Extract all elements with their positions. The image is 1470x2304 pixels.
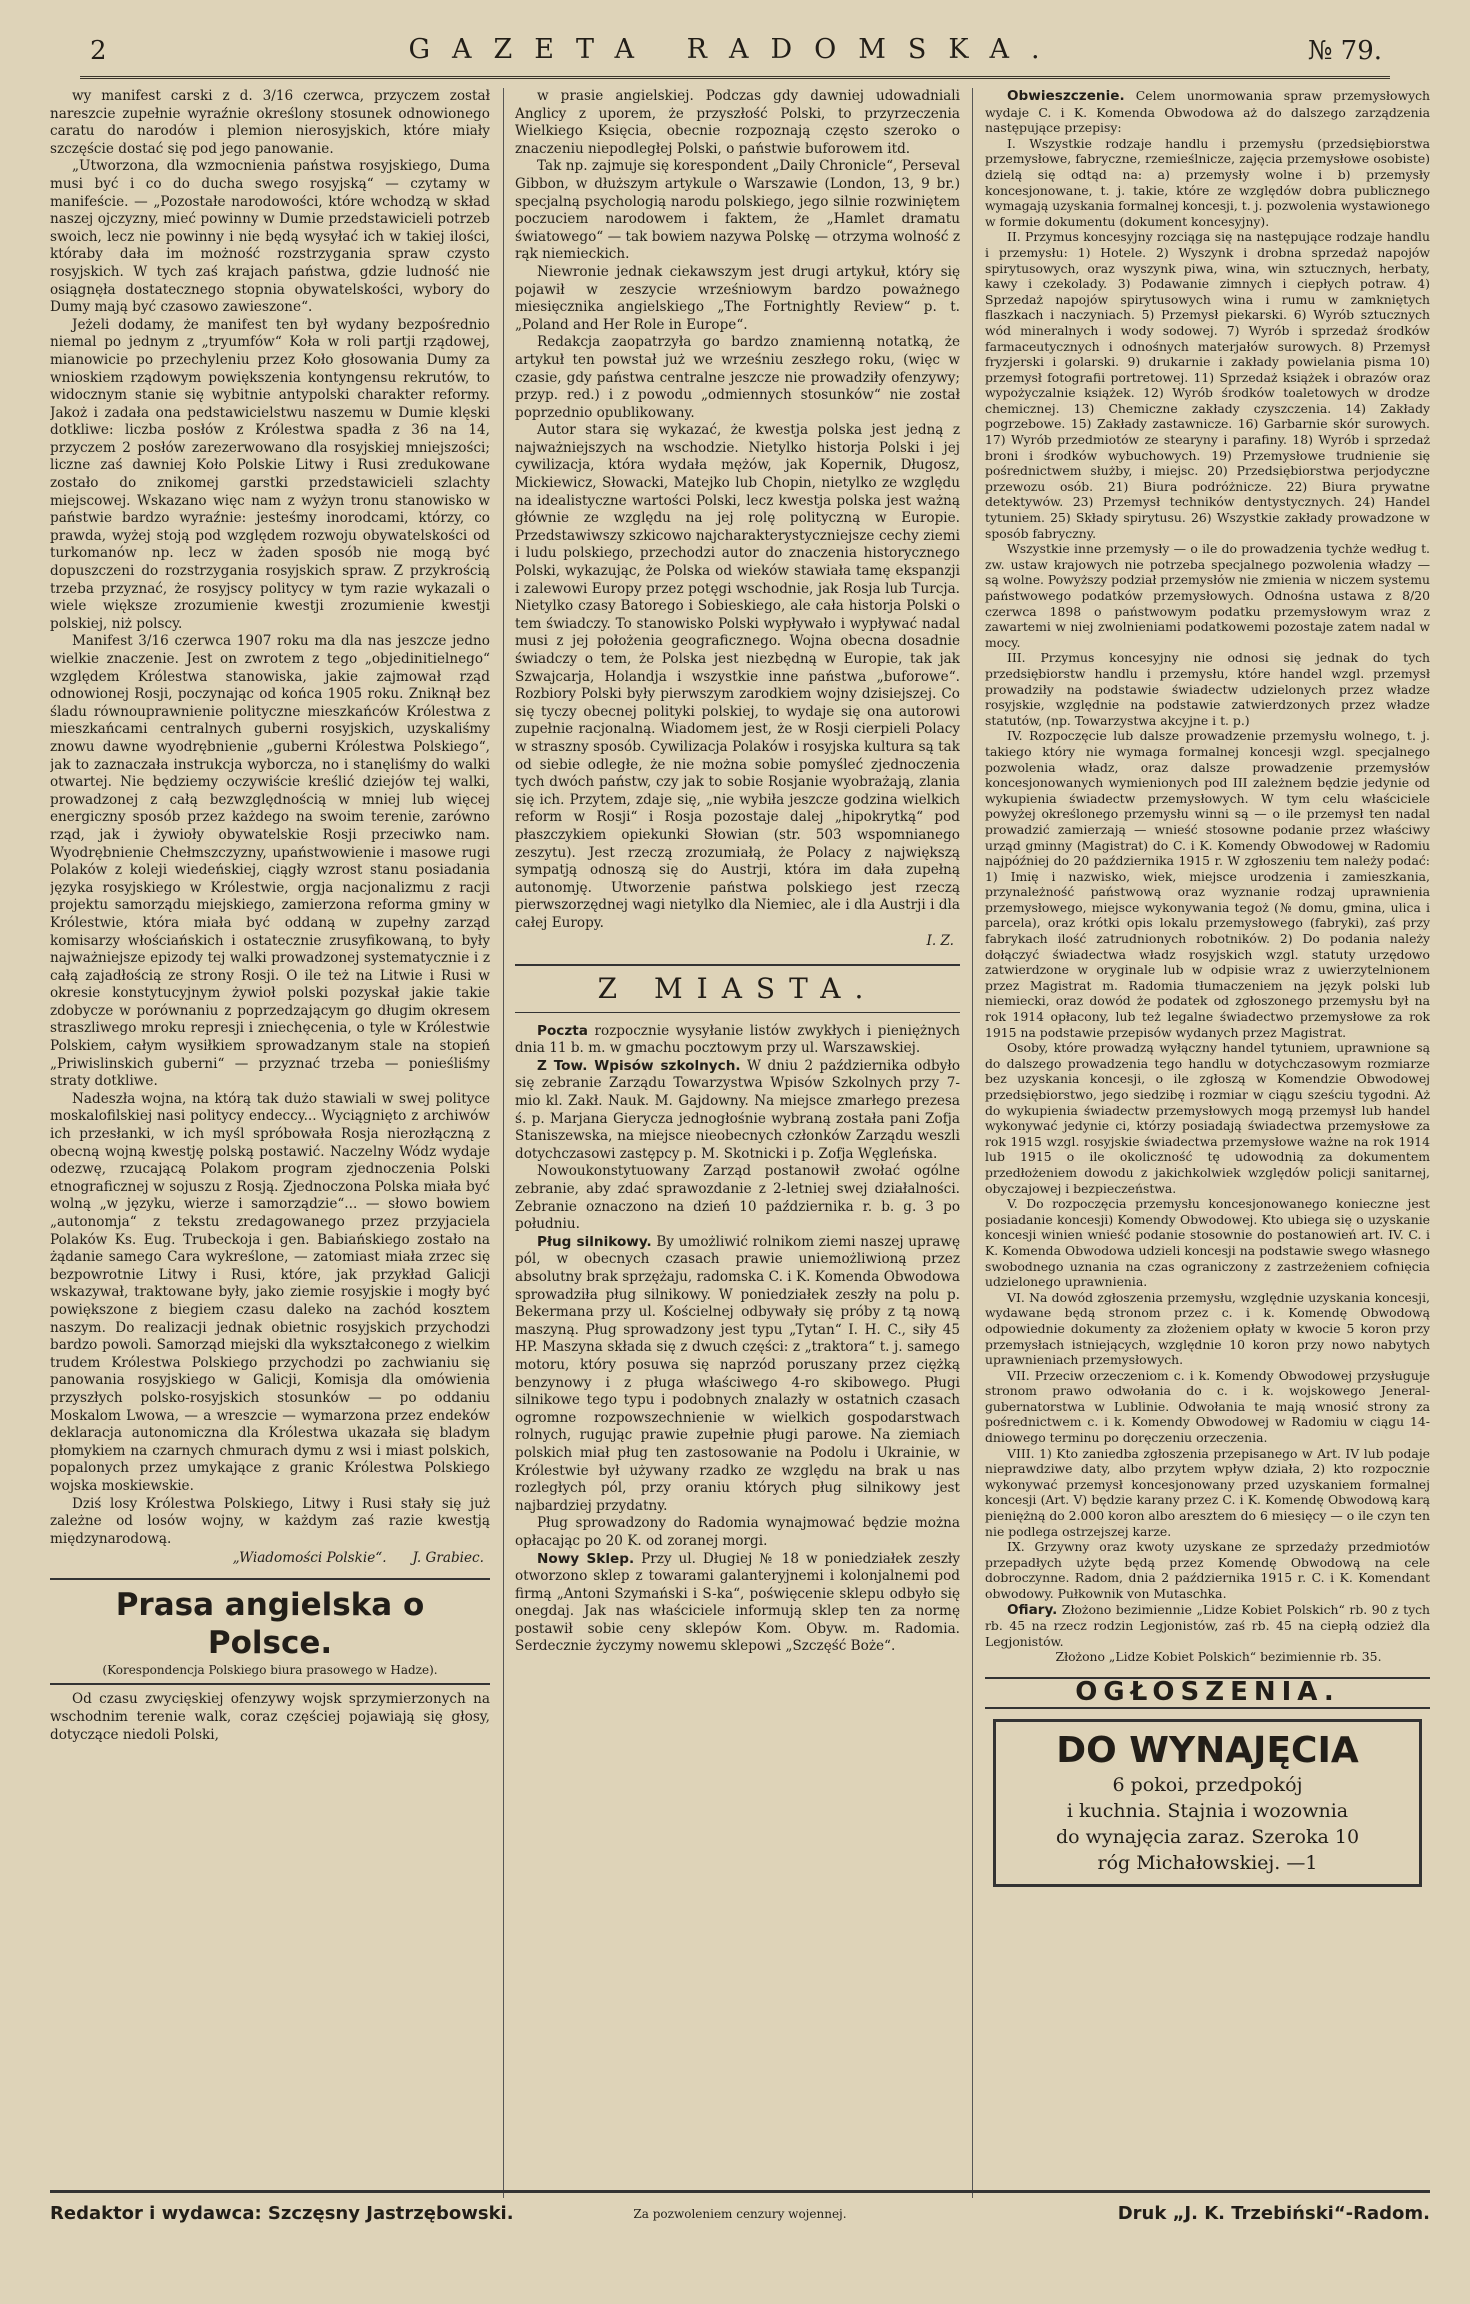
ad-line: do wynajęcia zaraz. Szeroka 10 xyxy=(1055,1825,1360,1848)
notice-item: IX. Grzywny oraz kwoty uzyskane ze sprzedaży przedmiotów przepadłych użyte będą przez Komendę Obwodową na cele dobroczynne. Radom, dnia 2 października 1915 r. C. i K. Komendant obwodowy. Pułkownik von Mutaschka. xyxy=(985,1539,1430,1601)
notice-item: II. Przymus koncesyjny rozciąga się na następujące rodzaje handlu i przemysłu: 1) Hotele. 2) Wyszynk i drobna sprzedaż napojów spirytusowych, oraz wyszynk piwa, wina, win sztucznych, herbaty, kawy i czekolady. 3) Podawanie zimnych i ciepłych potraw. 4) Sprzedaż napojów spirytusowych wina i rumu w zamkniętych flaszkach i naczyniach. 5) Przemysł piekarski. 6) Wyrób sztucznych wód mineralnych i wody sodowej. 7) Wyrób i sprzedaż środków farmaceutycznych i odnośnych materjałów surowych. 8) Przemysł fryzjerski i golarski. 9) drukarnie i zakłady powielania pisma 10) przemysł fotografii portretowej. 11) Sprzedaż książek i obrazów oraz wypożyczalnie książek. 12) Wyrób środków toaletowych w drodze chemicznej. 13) Chemiczne zakłady czyszczenia. 14) Zakłady pogrzebowe. 15) Zakłady zastawnicze. 16) Garbarnie skór surowych. 17) Wyrób przedmiotów ze stearyny i parafiny. 18) Wyrób i sprzedaż broni i środków wybuchowych. 19) Przemysłowe trudnienie się pośrednictwem służby, i miejsc. 20) Przedsiębiorstwa perjodyczne przewozu osób. 21) Biura podróżnicze. 22) Biura prywatne detektywów. 23) Przemysł techników dentystycznych. 24) Handel tytuniem. 25) Składy spirytusu. 26) Wszystkie zakłady prowadzone w sposób fabryczny. xyxy=(985,229,1430,541)
news-item xyxy=(515,1163,960,1233)
column-3 xyxy=(985,88,1430,2188)
ad-line: i kuchnia. Stajnia i wozownia xyxy=(1066,1799,1349,1822)
news-text: Pług sprowadzony do Radomia wynajmować będzie można opłacając po 20 K. od zoranej morgi. xyxy=(515,1515,960,1549)
news-lead: Nowy Sklep. xyxy=(537,1550,635,1567)
donations xyxy=(985,1602,1430,1650)
notice-item: IV. Rozpoczęcie lub dalsze prowadzenie przemysłu wolnego, t. j. takiego który nie wymaga formalnej koncesji wzgl. specjalnego pozwolenia władz, oraz dalsze prowadzenie przemysłów koncesjonowanych wymienionych pod III zależnem będzie jedynie od wykupienia świadectw przemysłowych. W tym celu właściciele powyżej określonego przemysłu winni są — o ile przemysł ten nadal prowadzić zamierzają — wnieść stosowne podanie przez właściwy urząd gminny (Magistrat) do C. i K. Komendy Obwodowej w Radomiu najpóźniej do 20 października 1915 r. W zgłoszeniu tem należy podać: 1) Imię i nazwisko, wiek, miejsce urodzenia i zamieszkania, przynależność państwową oraz wyznanie rodzaj uprawnienia przemysłowego, miejsce wykonywania tegoż (№ domu, gmina, ulica i parcela), oraz krótki opis lokalu przemysłowego (fabryki), zaś przy fabrykach ilość zatrudnionych robotników. 2) Do podania należy dołączyć świadectwa władz rosyjskich wzgl. statuty urzędowo zatwierdzone w oryginale lub w odpisie wraz z uwierzytelnionem przez Magistrat m. Radomia tłumaczeniem na język polski lub niemiecki, oraz dowód że podatek od zgłoszonego przemysłu był na rok 1914 opłacony, lub też legalne świadectwo przemysłowe za rok 1915 na podstawie przepisów wydanych przez Magistrat. xyxy=(985,728,1430,1040)
news-item xyxy=(515,1234,960,1516)
news-text: Przy ul. Długiej № 18 w poniedziałek zeszły otworzono sklep z towarami galanteryjnemi i kolonjalnemi pod firmą „Antoni Szymański i S-ka“, poświęcenie sklepu odbyło się onegdaj. Jak nas właściciele informują sklep ten za normę postawił sobie ceny sklepów Kom. Obyw. m. Radomia. Serdecznie życzymy nowemu sklepowi „Szczęść Boże“. xyxy=(515,1550,960,1655)
issue-number: № 79. xyxy=(1307,36,1382,66)
footer xyxy=(50,2190,1430,2224)
news-text: rozpocznie wysyłanie listów zwykłych i pieniężnych dnia 11 b. m. w gmachu pocztowym przy ul. Warszawskiej. xyxy=(515,1022,960,1057)
paragraph: Redakcja zaopatrzyła go bardzo znamienną notatką, że artykuł ten powstał już we wrześniu zeszłego roku, (więc w czasie, gdy państwa centralne jeszcze nie prowadziły ofenzywy; przyp. red.) i z powodu „odmiennych stosunków“ nie został poprzednio opublikowany. xyxy=(515,334,960,421)
section-heading: Z MIASTA. xyxy=(515,964,960,1013)
paragraph: „Utworzona, dla wzmocnienia państwa rosyjskiego, Duma musi być i co do ducha swego rosyjską“ — czytamy w manifeście. — „Pozostałe narodowości, które wchodzą w skład naszej ojczyzny, mieć powinny w Dumie przedstawicieli potrzeb swoich, lecz nie powinny i nie będą wysyłać ich w takiej ilości, któraby dała im możność rozstrzygania spraw czysto rosyjskich. W tych zaś krajach państwa, gdzie ludność nie osiągnęła dostatecznego stopnia obywatelskości, wybory do Dumy mają być czasowo zawieszone“. xyxy=(50,158,490,316)
notice-item: VII. Przeciw orzeczeniom c. i k. Komendy Obwodowej przysługuje stronom prawo odwołania do c. i k. wojskowego Jeneral-gubernatorstwa w Lublinie. Odwołania te mają wnosić strony za pośrednictwem c. i k. Komendy Obwodowej w Radomiu w ciągu 14-dniowego terminu po doręczeniu orzeczenia. xyxy=(985,1367,1430,1446)
ad-line xyxy=(1006,1850,1409,1876)
ads-heading: OGŁOSZENIA. xyxy=(985,1677,1430,1709)
article-title: Prasa angielska o Polsce. xyxy=(115,1586,425,1661)
news-text: Nowoukonstytuowany Zarząd postanowił zwołać ogólne zebranie, aby zdać sprawozdanie z 2-letniej swej działalności. Zebranie oznaczono na dzień 10 października r. b. g. 3 po południu. xyxy=(515,1163,960,1233)
classified-ad xyxy=(993,1719,1422,1887)
author-name: J. Grabiec. xyxy=(412,1550,484,1567)
paragraph: Jeżeli dodamy, że manifest ten był wydany bezpośrednio niemal po jednym z „tryumfów“ Koła w roli partji rządowej, mianowicie po przechyleniu przez Koło głosowania Dumy za wnioskiem rządowym powiększenia kontyngensu rekrutów, to widocznym stanie się wybitnie antypolski charakter reformy. Jakoż i zadała ona pedstawicielstwu naszemu w Dumie klęski dotkliwe: liczba posłów z Królestwa spadła z 36 na 14, przyczem 2 posłów zarezerwowano dla rosyjskiej mniejszości; liczne zaś dawniej Koło Polskie Litwy i Rusi zredukowane zostało do znikomej garstki przedstawicieli szlachty miejscowej. Wskazano więc nam z wyżyn tronu stanowisko w państwie bardzo wyraźnie: jesteśmy inorodcami, którzy, co prawda, wyżej stoją pod względem rozwoju obywatelskości od turkomanów np. lecz w żaden sposób nie mogą być dopuszczeni do rozstrzygania rosyjskich spraw. Z przykrością trzeba przyznać, że rosyjscy politycy w tym razie wykazali o wiele większe zrozumienie kwestji zrozumienie kwestji polskiej, niż polscy. xyxy=(50,316,490,632)
paragraph: Manifest 3/16 czerwca 1907 roku ma dla nas jeszcze jedno wielkie znaczenie. Jest on zwrotem z tego „objedinitielnego“ względem Królestwa stanowiska, jakie zajmował rząd odnowionej Rosji, poczynając od końca 1905 roku. Zniknął bez śladu równouprawnienie polityczne mieszkańców Królestwa z mieszkańcami centralnych guberni rosyjskich, uzyskaliśmy znowu dawne wyodrębnienie „guberni Królestwa Polskiego“, jak to zaznaczała instrukcja wyborcza, no i stanęliśmy do walki otwartej. Nie będziemy oczywiście kreślić dziejów tej walki, prowadzonej z całą bezwzględnością w mniej lub więcej energiczny sposób przez każdego na swoim terenie, zarówno rząd, jak i żywioły obywatelskie Rosji przeciwko nam. Wyodrębnienie Chełmszczyzny, upaństwowienie i masowe rugi Polaków z koleji wiedeńskiej, ciągły wzrost stanu posiadania języka rosyjskiego w Królestwie, orgja nacjonalizmu z racji projektu samorządu miejskiego, zamierzona reforma gminy w Królestwie, która miała być oddaną w zupełny zarząd komisarzy włościańskich i ostatecznie zrusyfikowaną, to były najważniejsze epizody tej walki prowadzonej systematycznie i z całą zajadłością ze strony Rosji. O ile też na Litwie i Rusi w okresie konstytucyjnym żywioł polski pozyskał jakie takie zdobycze w porównaniu z poprzedzającym go długim okresem straszliwego mroku represji i zniechęcenia, o tyle w Królestwie Polskiem, całym wysiłkiem sprowadzanym stale na stopień „Priwislinskich guberni“ — przyznać trzeba — ponieśliśmy straty dotkliwe. xyxy=(50,633,490,1090)
news-item xyxy=(515,1058,960,1164)
notice-item: Wszystkie inne przemysły — o ile do prowadzenia tychże według t. zw. ustaw krajowych nie potrzeba specjalnego pozwolenia władzy — są wolne. Powyższy podział przemysłów nie zmienia w niczem systemu państwowego podatków przemysłowych. Odnośna ustawa z 8/20 czerwca 1898 o państwowym podatku przemysłowym wraz z zawartemi w niej zwolnieniami podatkowemi pozostaje zatem nadal w mocy. xyxy=(985,541,1430,650)
column-rule xyxy=(972,88,973,2198)
notice-item: Osoby, które prowadzą wyłączny handel tytuniem, uprawnione są do dalszego prowadzenia tego handlu w dotychczasowym rozmiarze bez uzyskania koncesji, o ile zgłoszą w Komendzie Obwodowej przedsiębiorstwo, jego siedzibę i rozmiar w ciągu sześciu tygodni. Aż do wykupienia świadectw przemysłowych mogą przemysł lub handel wykonywać jedynie ci, którzy posiadają świadectwa przemysłowe za rok 1915 wzgl. rosyjskie świadectwa przemysłowe ważne na rok 1914 lub 1915 o ile okoliczność tę udowodnią za dokumentem przedłożeniem dowodu z jakichkolwiek względów policji sanitarnej, obyczajowej i bezpieczeństwa. xyxy=(985,1040,1430,1196)
news-lead: Z Tow. Wpisów szkolnych. xyxy=(537,1057,741,1074)
donations-text: Złożono bezimiennie „Lidze Kobiet Polskich“ rb. 90 z tych rb. 45 na rzecz rodzin Legjonistów, zaś rb. 45 na ciepłą odzież dla Legjonistów. xyxy=(985,1601,1430,1649)
donations-lead: Ofiary. xyxy=(1007,1601,1058,1618)
news-text: W dniu 2 października odbyło się zebranie Zarządu Towarzystwa Wpisów Szkolnych przy 7-mio kl. Zakł. Nauk. M. Gajdowny. Na miejsce zmarłego prezesa ś. p. Marjana Gierycza jednogłośnie wybraną została pani Zofja Staniszewska, na miejsce nieobecnych członków Zarządu weszli dotychczasowi zastępcy p. M. Skotnicki i p. Zofja Węgleńska. xyxy=(515,1057,960,1162)
notice-item: III. Przymus koncesyjny nie odnosi się jednak do tych przedsiębiorstw handlu i przemysłu, które handel wzgl. przemysł prowadziły na podstawie świadectw udzielonych przez władze rosyjskie, względnie na podstawie zatwierdzonych przez władze statutów, (np. Towarzystwa akcyjne i t. p.) xyxy=(985,650,1430,728)
newspaper-title: GAZETA RADOMSKA. xyxy=(408,34,1062,65)
paragraph: Niewronie jednak ciekawszym jest drugi artykuł, który się pojawił w zeszycie wrześniowym bardzo poważnego miesięcznika angielskiego „The Fortnightly Review“ p. t. „Poland and Her Role in Europe“. xyxy=(515,263,960,333)
donations-2: Złożono „Lidze Kobiet Polskich“ bezimiennie rb. 35. xyxy=(1055,1649,1382,1665)
news-item xyxy=(515,1551,960,1657)
notice-item: VIII. 1) Kto zaniedba zgłoszenia przepisanego w Art. IV lub podaje nieprawdziwe daty, albo przytem wpływ działa, 2) kto rozpocznie wykonywać przemysł koncesjonowany przed uzyskaniem formalnej koncesji (Art. V) będzie karany przez C. i K. Komendę Obwodową karą pieniężną do 2.000 koron albo aresztem do 6 miesięcy — o ile czyn ten nie podlega ostrzejszej karze. xyxy=(985,1445,1430,1539)
news-lead: Pług silnikowy. xyxy=(537,1233,652,1250)
censorship-note: Za pozwoleniem cenzury wojennej. xyxy=(633,2207,847,2221)
paragraph: Nadeszła wojna, na którą tak dużo stawiali w swej polityce moskalofilskiej nasi politycy endeccy... Wyciągnięto z archiwów ich przesłanki, w ich myśl spróbowała Rosja nierozłączną z obecną wojną kwestję polską postawić. Naczelny Wódz wydaje odezwę, rzucającą Polakom program zjednoczenia Polski etnograficznej w sojuszu z Rosją. Zjednoczona Polska miała być wolną „w języku, wierze i samorządzie“... — słowo bowiem „autonomja“ z tekstu zredagowanego przez przyjaciela Polaków Ks. Eug. Trubeckoja i gen. Babiańskiego zostało na żądanie samego Cara wykreślone, — zatomiast miała zrzec się bezpowrotnie Litwy i Rusi, które, jak przykład Galicji wskazywał, traktowane były, jako ziemie rosyjskie i mogły być powiększone z biegiem czasu daleko na zachód kosztem naszym. Do realizacji jednak obietnic rosyjskich przychodzi bardzo powoli. Samorząd miejski dla wykształconego z wielkim trudem Królestwa Polskiego przychodzi po zachwianiu się panowania rosyjskiego w Galicji, Komisja dla omówienia przyszłych polsko-rosyjskich stosunków — po oddaniu Moskalom Lwowa, — a wreszcie — wymarzona przez endeków deklaracja autonomiczna dla Królestwa ukazała się bladym płomykiem na czarnych chmurach dymu z wsi i miast polskich, popalonych przez umykające z granic Królestwa Polskiego wojska moskiewskie. xyxy=(50,1090,490,1494)
notice-item: V. Do rozpoczęcia przemysłu koncesjonowanego konieczne jest posiadanie koncesji) Komendy Obwodowej. Kto ubiega się o uzyskanie koncesji winien wnieść podanie stosownie do postanowień art. IV. C. i K. Komenda Obwodowa udzieli koncesji na podstawie swego własnego swobodnego uznania na czas ograniczony z zastrzeżeniem cofnięcia udzielonego uprawnienia. xyxy=(985,1196,1430,1290)
notice-item: I. Wszystkie rodzaje handlu i przemysłu (przedsiębiorstwa przemysłowe, fabryczne, rzemieślnicze, zajęcia przemysłowe osobiste) dzielą się odtąd na: a) przemysły wolne i b) przemysły koncesjonowane, t. j. takie, które ze względów dobra publicznego wymagają uzyskania formalnej koncesji, t. j. pozwolenia wystawionego w formie dokumentu (dokument koncesyjny). xyxy=(985,135,1430,229)
news-item xyxy=(515,1515,960,1550)
column-1 xyxy=(50,88,490,2188)
ad-headline: DO WYNAJĘCIA xyxy=(1056,1729,1359,1771)
ad-line: 6 pokoi, przedpokój xyxy=(1112,1773,1303,1796)
notice-intro xyxy=(985,88,1430,136)
news-text: By umożliwić rolnikom ziemi naszej uprawę pól, w obecnych czasach prawie uniemożliwioną przez absolutny brak sprzężaju, radomska C. i K. Komenda Obwodowa sprowadziła pług silnikowy. W poniedziałek zeszły na polu p. Bekermana przy ul. Kościelnej odbywały się próby z tą nową maszyną. Pług sprowadzony jest typu „Tytan“ I. H. C., siły 45 HP. Maszyna składa się z dwuch części: z „traktora“ t. j. samego motoru, który posuwa się naprzód poruszany przez ciężką benzynowy i z pługa właściwego 4-ro skibowego. Pługi silnikowe tego typu i podobnych znalazły w ostatnich czasach ogromne rozpowszechnienie w wielkich gospodarstwach rolnych, rugując prawie zupełnie pługi parowe. Na ziemiach polskich miał pług ten zastosowanie na Podolu i Ukrainie, w Królestwie był używany rzadko ze względu na brak u nas rozległych pól, przy oraniu których pług silnikowy jest najbardziej przydatny. xyxy=(515,1233,960,1514)
article-heading xyxy=(50,1578,490,1686)
paragraph: w prasie angielskiej. Podczas gdy dawniej udowadniali Anglicy z uporem, że przyszłość Polski, to przyrzeczenia Wielkiego Księcia, obecnie rozpoznają często szeroko o znaczeniu niepodległej Polski, o państwie buforowem itd. xyxy=(515,88,960,157)
paragraph: Od czasu zwycięskiej ofenzywy wojsk sprzymierzonych na wschodnim terenie walk, coraz częściej pojawiają się głosy, dotyczące niedoli Polski, xyxy=(50,1691,490,1743)
notice-item: VI. Na dowód zgłoszenia przemysłu, względnie uzyskania koncesji, wydawane będą stronom przez c. i k. Komendę Obwodową odpowiednie dokumenty za złożeniem opłaty w kwocie 5 koron przy przemysłach istniejących, względnie 10 koron przy nowo nabytych uprawnieniach przemysłowych. xyxy=(985,1289,1430,1368)
news-item xyxy=(515,1023,960,1058)
ad-address: róg Michałowskiej. xyxy=(1097,1851,1281,1874)
printer-credit: Druk „J. K. Trzebiński“-Radom. xyxy=(1117,2203,1430,2224)
article-signature xyxy=(50,1550,484,1568)
column-rule xyxy=(503,88,504,2198)
page-number: 2 xyxy=(90,36,107,66)
notice-lead: Obwieszczenie. xyxy=(1007,88,1125,104)
news-lead: Poczta xyxy=(537,1022,588,1039)
source-name: „Wiadomości Polskie“. xyxy=(232,1550,387,1567)
ad-mark: —1 xyxy=(1286,1851,1318,1874)
notice-text: Celem unormowania spraw przemysłowych wydaje C. i K. Komenda Obwodowa aż do dalszego zarządzenia następujące przepisy: xyxy=(985,88,1430,136)
paragraph: Autor stara się wykazać, że kwestja polska jest jedną z najważniejszych na wschodzie. Nietylko historja Polski i jej cywilizacja, która wydała mężów, jak Kopernik, Długosz, Mickiewicz, Słowacki, Matejko lub Chopin, nietylko ze względu na idealistyczne wartości Polski, lecz kwestja polska jest ważną głównie ze względu na jej rolę polityczną w Europie. Przedstawiwszy szkicowo najcharakterystyczniejsze cechy ziemi i ludu polskiego, przechodzi autor do znaczenia historycznego Polski, wykazując, że Polska od wieków stawiała tamę ekspanzji i zalewowi Europy przez potęgi wschodnie, jak Rosja lub Turcja. Nietylko czasy Batorego i Sobieskiego, ale cała historja Polski o tem świadczy. To stanowisko Polski wypływało i wypływać nadal musi z jej położenia geograficznego. Wojna obecna dosadnie świadczy o tem, że Polska jest niezbędną w Europie, tak jak Szwajcarja, Holandja i wszystkie inne państwa „buforowe“. Rozbiory Polski były pierwszym zarodkiem wojny dzisiejszej. Co się tyczy obecnej polityki polskiej, to wydaje się ona autorowi zupełnie racjonalną. Wiadomem jest, że w Rosji cierpieli Polacy w straszny sposób. Cywilizacja Polaków i rosyjska kultura są tak od siebie odległe, że nie można sobie pomyśleć zjednoczenia tych dwóch państw, czy jak to sobie Rosjanie wyobrażają, zlania się ich. Przytem, zdaje się, „nie wybiła jeszcze godzina wielkich reform w Rosji“ i Rosja pozostaje dalej „hipokrytką“ pod płaszczykiem opiekunki Słowian (str. 503 wspomnianego zeszytu). Jest rzeczą zrozumiałą, że Polacy z największą sympatją odnoszą się do Austrji, która im dała zupełną autonomję. Utworzenie państwa polskiego jest rzeczą pierwszorzędnej wagi nietylko dla Niemiec, ale i dla Austrji i dla całej Europy. xyxy=(515,422,960,931)
article-signature: I. Z. xyxy=(926,932,954,949)
masthead xyxy=(80,30,1390,79)
article-subtitle: (Korespondencja Polskiego biura prasowego w Hadze). xyxy=(102,1662,438,1677)
paragraph: Dziś losy Królestwa Polskiego, Litwy i Rusi stały się już zależne od losów wojny, w każdym zaś razie kwestją międzynarodową. xyxy=(50,1495,490,1547)
paragraph: Tak np. zajmuje się korespondent „Daily Chronicle“, Perseval Gibbon, w dłuższym artykule o Warszawie (London, 13, 9 br.) specjalną psychologią narodu polskiego, jego silnie rozwiniętem poczuciem narodowem i faktem, że „Hamlet dramatu światowego“ — tak bowiem nazywa Polskę — otrzyma wolność z rąk niemieckich. xyxy=(515,158,960,263)
paragraph: wy manifest carski z d. 3/16 czerwca, przyczem został nareszcie zupełnie wyraźnie określony stosunek odnowionego caratu do narodów i plemion nierosyjskich, które miały szczęście dostać się pod jego panowanie. xyxy=(50,88,490,157)
editor-credit: Redaktor i wydawca: Szczęsny Jastrzębowski. xyxy=(50,2203,514,2224)
column-2 xyxy=(515,88,960,2188)
